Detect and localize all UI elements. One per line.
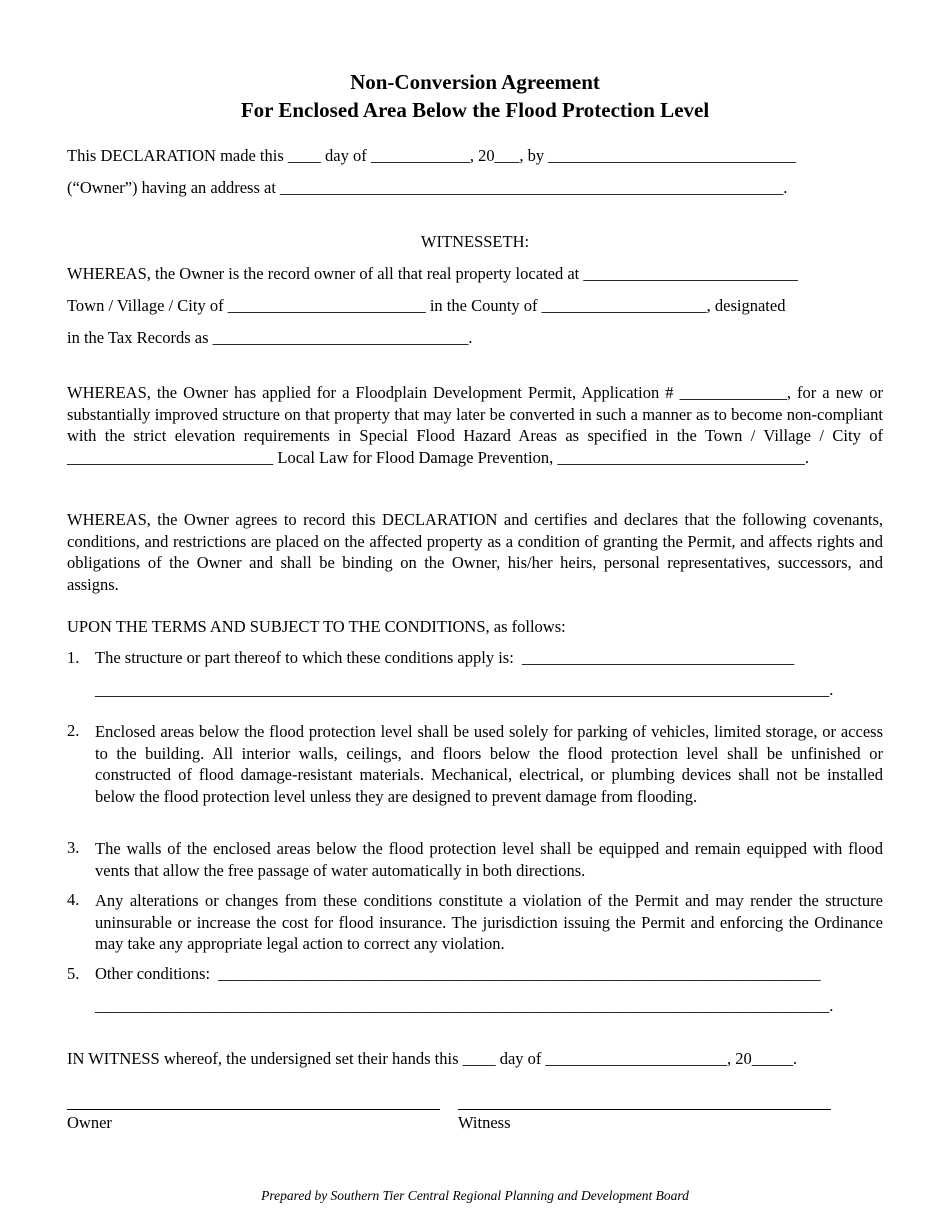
condition-1-line-1: The structure or part thereof to which these conditions apply is: _________________________________ bbox=[95, 648, 795, 667]
title-line-1: Non-Conversion Agreement bbox=[350, 70, 600, 94]
condition-1-number: 1. bbox=[67, 648, 80, 667]
in-witness-line: IN WITNESS whereof, the undersigned set their hands this ____ day of ______________________, 20_____. bbox=[67, 1049, 798, 1068]
condition-3-number: 3. bbox=[67, 838, 80, 857]
intro-line-1: This DECLARATION made this ____ day of ____________, 20___, by ______________________________ bbox=[67, 146, 796, 165]
whereas1-line-2: Town / Village / City of ________________________ in the County of ____________________, designated bbox=[67, 296, 786, 315]
condition-5-number: 5. bbox=[67, 964, 80, 983]
condition-2-number: 2. bbox=[67, 721, 80, 740]
whereas1-line-1: WHEREAS, the Owner is the record owner of all that real property located at __________________________ bbox=[67, 264, 798, 283]
condition-4-text: Any alterations or changes from these conditions constitute a violation of the Permit and may render the structure uninsurable or increase the cost for flood insurance. The jurisdiction issuing the Permit and enforcing the Ordinance may take any appropriate legal action to correct any violation. bbox=[95, 891, 883, 953]
condition-2-text: Enclosed areas below the flood protection level shall be used solely for parking of vehicles, limited storage, or access to the building. All interior walls, ceilings, and floors below the flood protection level shall be unfinished or constructed of flood damage-resistant materials. Mechanical, electrical, or plumbing devices shall not be installed below the flood protection level unless they are designed to prevent damage from flooding. bbox=[95, 722, 883, 806]
title-line-2: For Enclosed Area Below the Flood Protection Level bbox=[240, 98, 710, 122]
document-title bbox=[67, 68, 883, 124]
owner-label: Owner bbox=[67, 1113, 112, 1132]
owner-signature-line bbox=[67, 1109, 440, 1110]
whereas3-paragraph: WHEREAS, the Owner agrees to record this DECLARATION and certifies and declares that the following covenants, conditions, and restrictions are placed on the affected property as a condition of granting the Permit, and affects rights and obligations of the Owner and shall be binding on the Owner, his/her heirs, personal representatives, successors, and assigns. bbox=[67, 510, 883, 594]
condition-4-number: 4. bbox=[67, 890, 80, 909]
witness-label: Witness bbox=[458, 1113, 511, 1132]
condition-3-text: The walls of the enclosed areas below the flood protection level shall be equipped and remain equipped with flood vents that allow the free passage of water automatically in both directions. bbox=[95, 839, 883, 880]
footer-credit: Prepared by Southern Tier Central Regional Planning and Development Board bbox=[261, 1188, 689, 1203]
witnesseth-heading: WITNESSETH: bbox=[420, 232, 530, 251]
condition-5-line-1: Other conditions: _________________________________________________________________________ bbox=[95, 964, 821, 983]
condition-5-line-2: _________________________________________________________________________________________. bbox=[95, 996, 834, 1015]
condition-1-line-2: _________________________________________________________________________________________. bbox=[95, 680, 834, 699]
intro-line-2: (“Owner”) having an address at _____________________________________________________________. bbox=[67, 178, 788, 197]
whereas2-paragraph: WHEREAS, the Owner has applied for a Floodplain Development Permit, Application # _____________, for a new or substantially improved structure on that property that may later be converted in such a manner as to become non-compliant with the strict elevation requirements in Special Flood Hazard Areas as specified in the Town / Village / City of _________________________ Local Law for Flood Damage Prevention, ______________________________. bbox=[67, 383, 883, 467]
upon-terms-heading: UPON THE TERMS AND SUBJECT TO THE CONDITIONS, as follows: bbox=[67, 617, 566, 636]
witness-signature-line bbox=[458, 1109, 831, 1110]
whereas1-line-3: in the Tax Records as _______________________________. bbox=[67, 328, 473, 347]
